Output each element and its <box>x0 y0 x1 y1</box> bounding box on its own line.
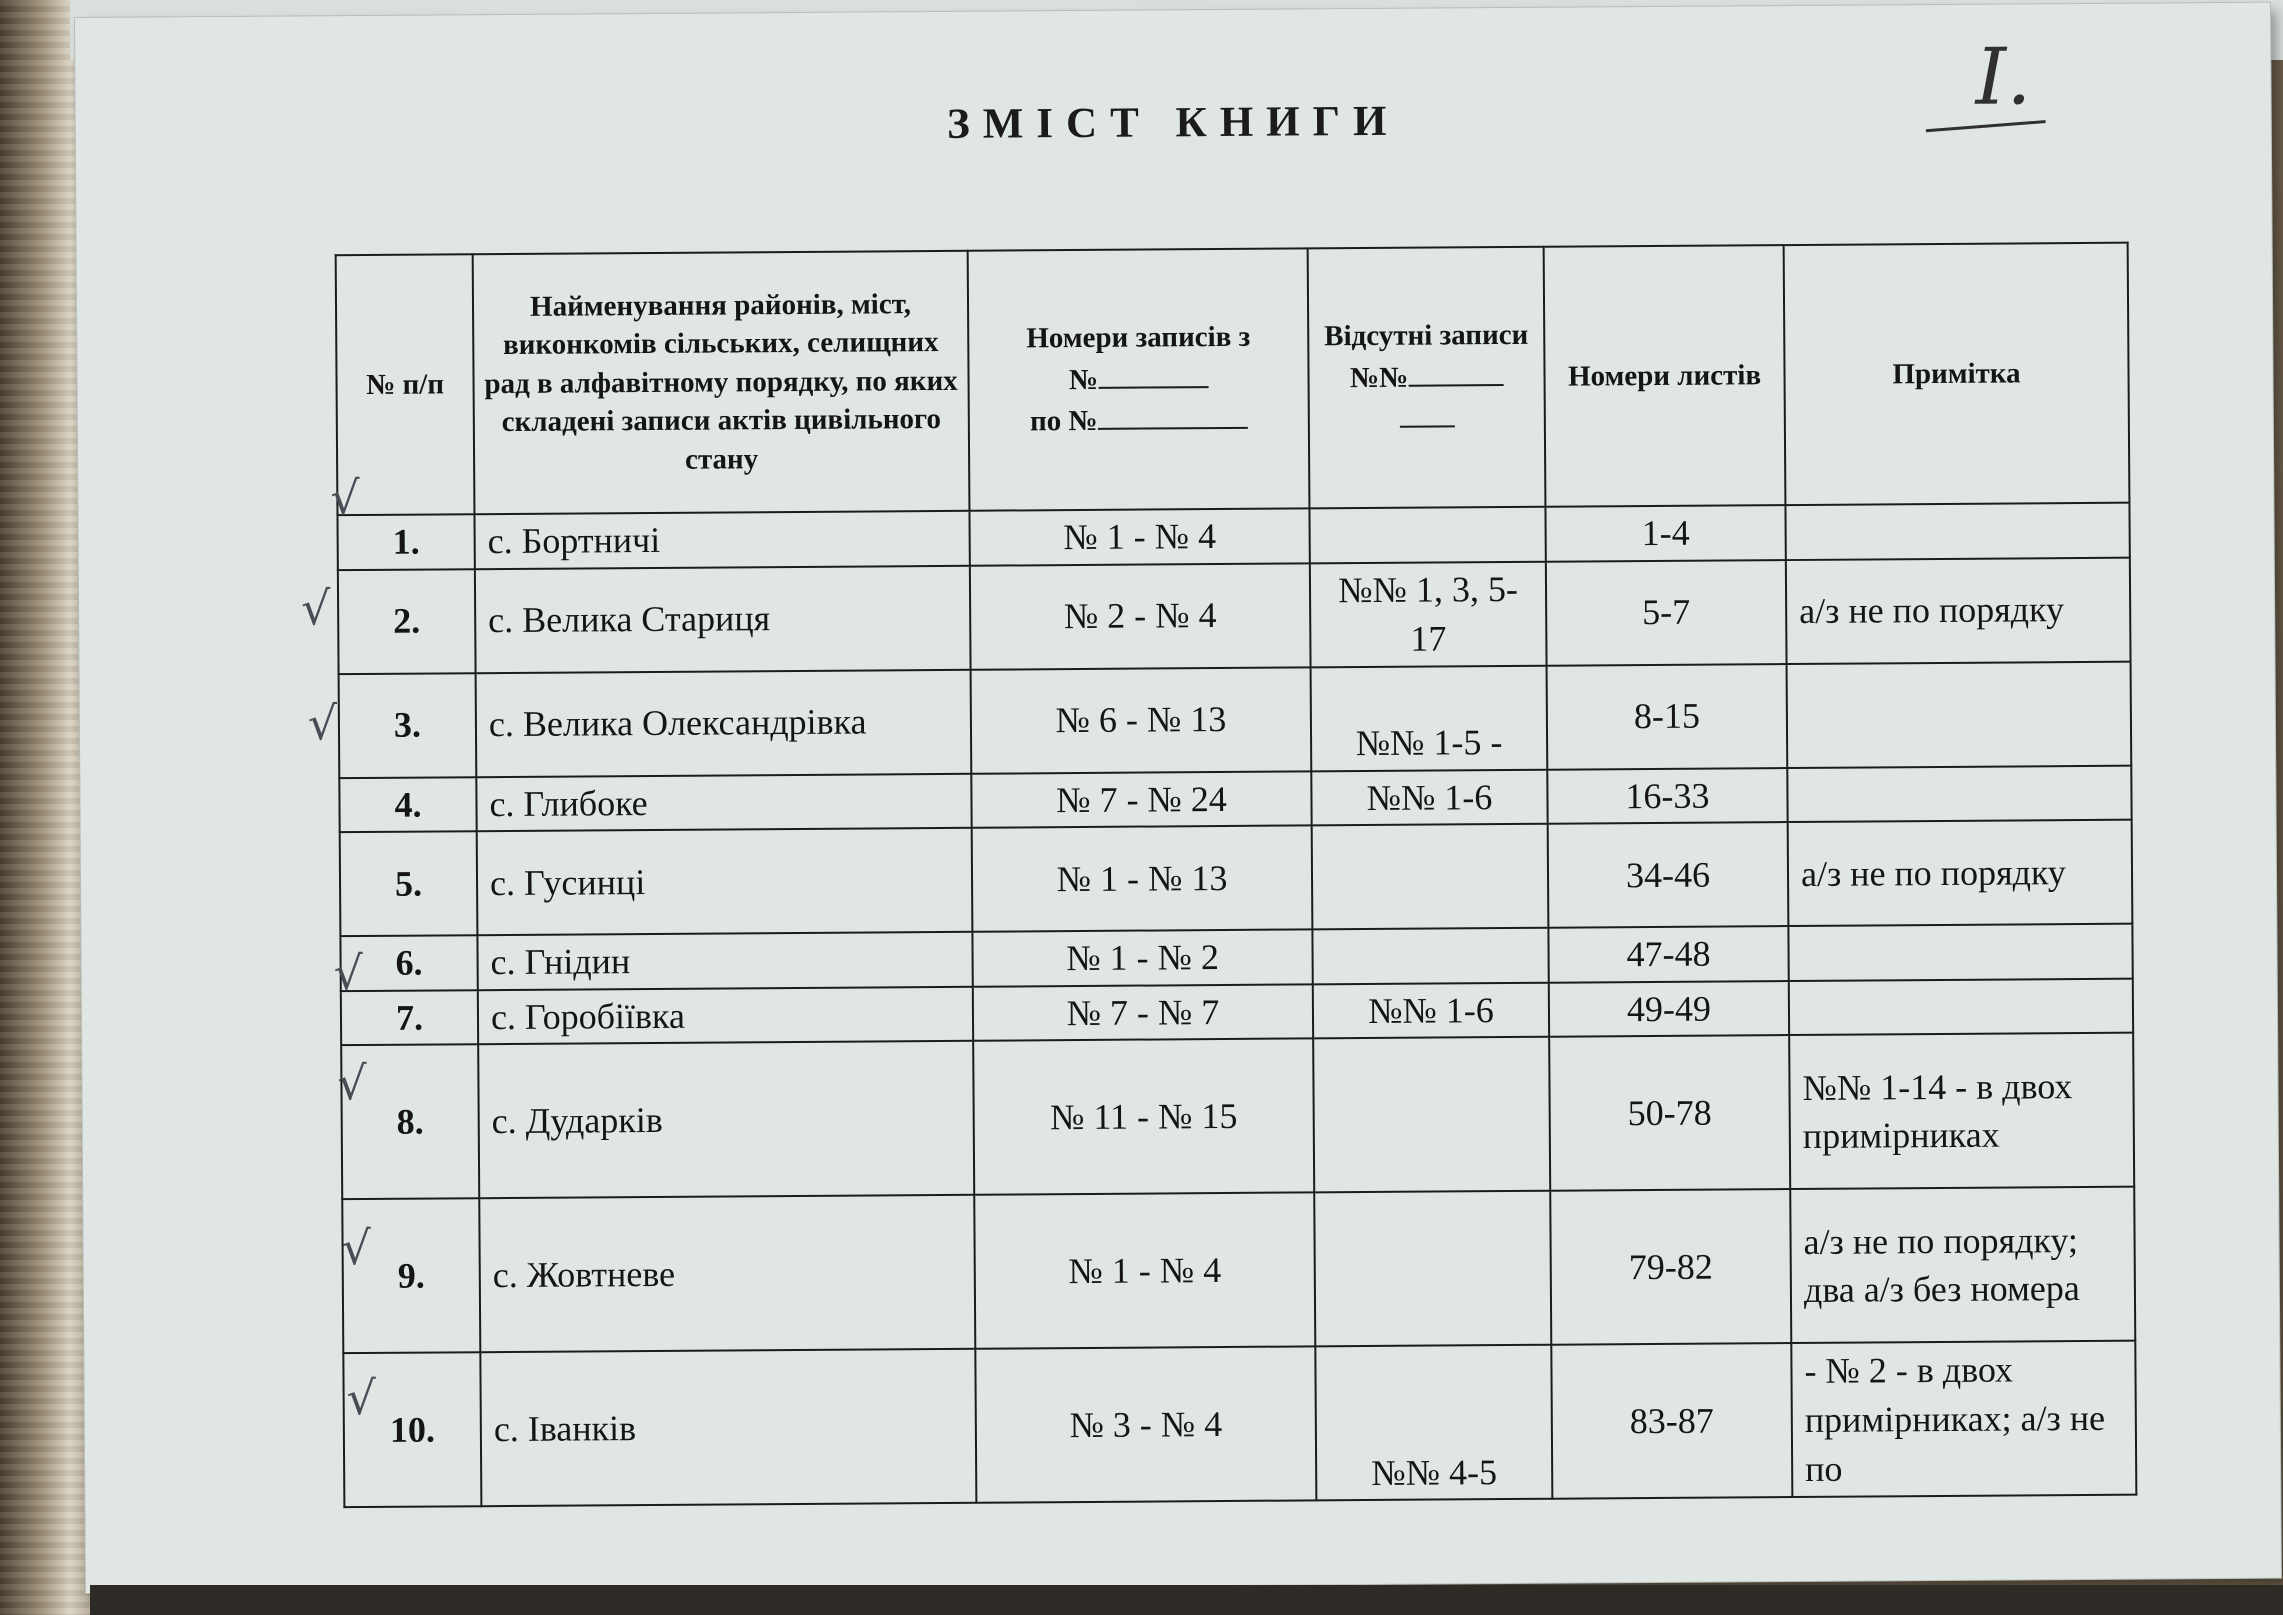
row-missing <box>1309 507 1545 563</box>
row-range: № 3 - № 4 <box>975 1347 1316 1503</box>
row-name: с. Горобіївка <box>478 987 973 1045</box>
row-range: № 1 - № 4 <box>974 1193 1315 1349</box>
row-range: № 1 - № 2 <box>972 930 1312 987</box>
row-note <box>1787 661 2132 767</box>
pencil-check-mark-icon: √ <box>333 946 364 1001</box>
row-num: 5. <box>340 831 478 936</box>
handwritten-volume-mark: I. <box>1975 32 2032 123</box>
row-range: № 7 - № 24 <box>971 771 1311 828</box>
row-name: с. Іванків <box>480 1349 976 1506</box>
table-row <box>341 1033 2134 1200</box>
row-name: с. Жовтневе <box>479 1195 975 1352</box>
row-name: с. Бортничі <box>474 511 969 569</box>
row-name: с. Гнідин <box>477 932 972 990</box>
row-missing: №№ 4-5 <box>1315 1345 1552 1501</box>
row-num: 10. <box>343 1353 481 1508</box>
row-missing <box>1314 1191 1551 1347</box>
row-range: № 1 - № 13 <box>972 826 1313 932</box>
row-num: 3. <box>339 673 477 778</box>
row-name: с. Гусинці <box>477 828 973 935</box>
row-missing: №№ 1-5 - <box>1311 665 1548 771</box>
pencil-check-mark-icon: √ <box>337 1055 367 1111</box>
row-missing: №№ 1-6 <box>1311 769 1547 825</box>
row-num: 6. <box>340 935 477 991</box>
pencil-check-mark-icon: √ <box>307 696 338 751</box>
row-note: а/з не по порядку <box>1786 557 2131 663</box>
row-sheets: 8-15 <box>1547 664 1788 770</box>
table-row <box>339 661 2132 778</box>
row-range: № 11 - № 15 <box>973 1039 1314 1195</box>
table-row <box>338 557 2131 674</box>
header-range-blank2 <box>1097 398 1247 430</box>
header-missing-line1: Відсутні записи <box>1324 319 1529 353</box>
header-sheets: Номери листів <box>1544 245 1786 507</box>
row-num: 1. <box>337 514 474 570</box>
row-range: № 6 - № 13 <box>971 667 1312 773</box>
row-num: 9. <box>342 1199 480 1354</box>
row-missing: №№ 1, 3, 5-17 <box>1310 561 1547 667</box>
header-missing-blank1 <box>1408 355 1503 387</box>
row-range: № 7 - № 7 <box>973 984 1313 1041</box>
row-note: а/з не по порядку; два а/з без номера <box>1790 1187 2135 1343</box>
pencil-check-mark-icon: √ <box>300 581 331 636</box>
row-name: с. Велика Олександрівка <box>476 669 972 776</box>
contents-table <box>335 242 2138 1509</box>
header-range-line3: по № <box>1029 405 1098 438</box>
row-name: с. Велика Стариця <box>475 565 971 672</box>
header-note: Примітка <box>1784 243 2130 505</box>
header-num: № п/п <box>336 254 475 515</box>
row-note <box>1789 978 2133 1035</box>
header-range-line2: № <box>1068 363 1099 396</box>
row-name: с. Глибоке <box>476 773 971 831</box>
row-note <box>1785 503 2129 560</box>
row-num: 8. <box>341 1045 479 1200</box>
row-sheets: 83-87 <box>1551 1343 1792 1499</box>
row-note: а/з не по порядку <box>1788 820 2133 926</box>
row-missing <box>1312 824 1549 930</box>
row-sheets: 50-78 <box>1549 1035 1790 1191</box>
row-missing <box>1313 1037 1550 1193</box>
pencil-check-mark-icon: √ <box>346 1370 377 1426</box>
row-missing <box>1312 928 1548 984</box>
row-sheets: 16-33 <box>1547 768 1787 824</box>
header-missing <box>1308 247 1546 509</box>
row-name: с. Дударків <box>478 1041 974 1198</box>
table-row <box>342 1187 2135 1354</box>
row-missing: №№ 1-6 <box>1313 983 1549 1039</box>
row-sheets: 47-48 <box>1548 926 1788 982</box>
document-page <box>75 3 2281 1593</box>
header-range <box>968 248 1310 510</box>
header-range-blank1 <box>1098 357 1208 389</box>
row-num: 7. <box>341 990 478 1046</box>
row-sheets: 49-49 <box>1549 981 1789 1037</box>
header-name: Найменування районів, міст, виконкомів сільських, селищних рад в алфавітному порядку, по яких складені записи актів цивільного стану <box>473 251 970 514</box>
table-surface-edge <box>90 1585 2283 1615</box>
row-note: №№ 1-14 - в двох примірниках <box>1789 1033 2134 1189</box>
row-sheets: 79-82 <box>1550 1189 1791 1345</box>
row-note <box>1788 924 2132 981</box>
page-title: ЗМІСТ КНИГИ <box>946 97 1400 148</box>
row-sheets: 1-4 <box>1545 505 1785 561</box>
row-range: № 1 - № 4 <box>969 508 1309 565</box>
table-header-row <box>336 243 2130 516</box>
row-note <box>1787 765 2131 822</box>
pencil-check-mark-icon: √ <box>330 471 360 526</box>
header-missing-line2: №№ <box>1349 361 1409 394</box>
row-sheets: 34-46 <box>1548 822 1789 928</box>
row-note: - № 2 - в двох примірниках; а/з не по <box>1791 1341 2136 1497</box>
pencil-check-mark-icon: √ <box>341 1220 372 1276</box>
row-num: 4. <box>339 777 476 833</box>
row-sheets: 5-7 <box>1546 560 1787 666</box>
row-num: 2. <box>338 569 476 674</box>
table-row <box>343 1341 2136 1508</box>
header-range-line1: Номери записів з <box>1026 320 1251 355</box>
row-range: № 2 - № 4 <box>970 563 1311 669</box>
table-row <box>340 820 2133 937</box>
header-missing-blank2 <box>1399 397 1454 428</box>
